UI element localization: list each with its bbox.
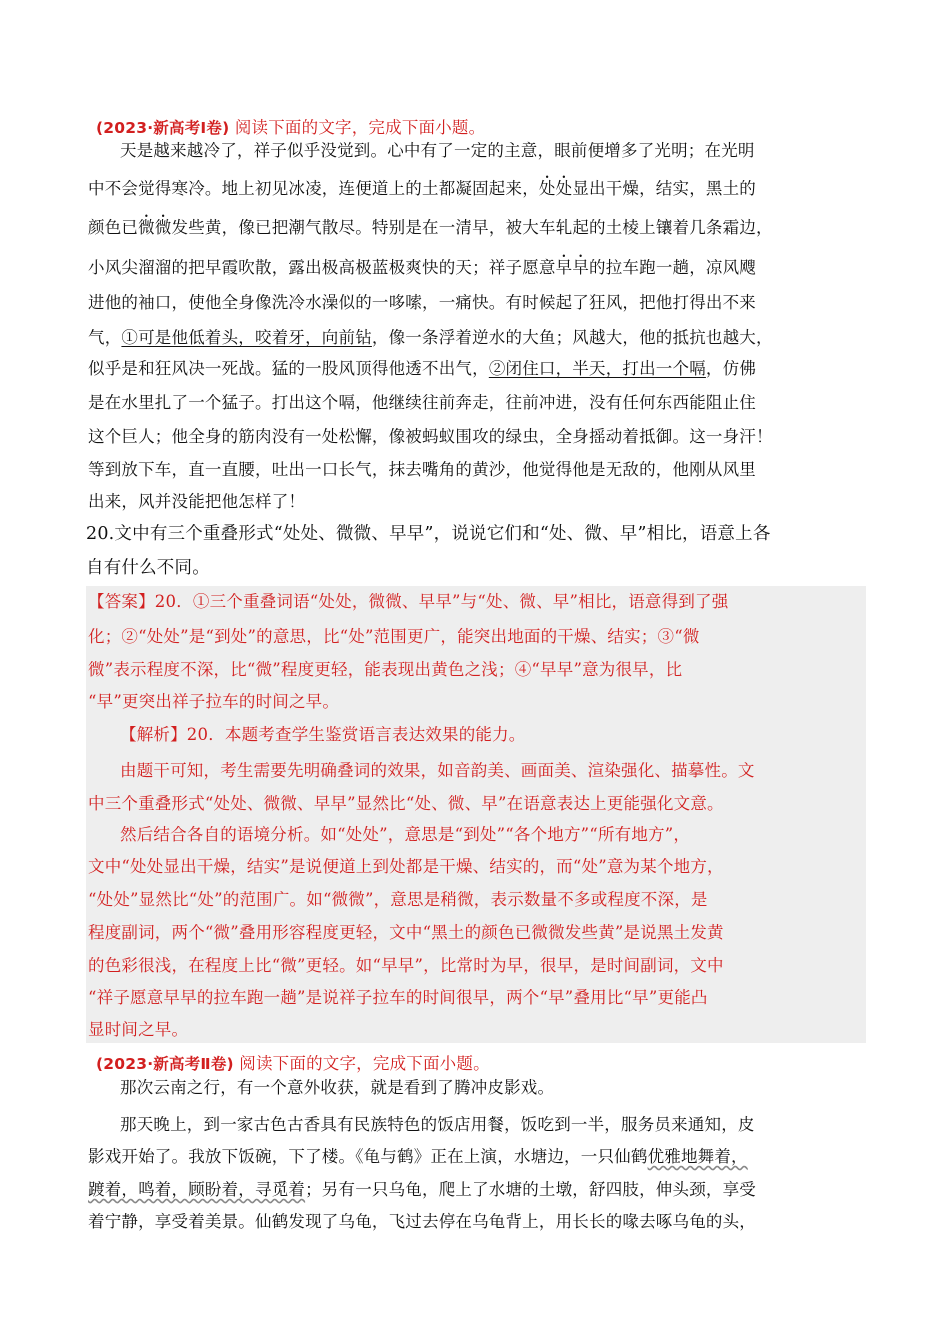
text-span: 显出干燥，结实，黑土的 bbox=[572, 179, 757, 198]
analysis-line-4: 然后结合各自的语境分析。如“处处”，意思是“到处”“各个地方”“所有地方”， bbox=[120, 825, 691, 844]
text-span: 似乎是和狂风决一死战。猛的一股风顶得他透不出气， bbox=[88, 359, 489, 378]
wavy-underlined-phrase: 踱着，鸣着，顾盼着，寻觅着 bbox=[88, 1180, 306, 1199]
passage1-line-1: 天是越来越冷了，祥子似乎没觉到。心中有了一定的主意，眼前便增多了光明；在光明 bbox=[120, 141, 755, 160]
answer-line-1: 【答案】20．①三个重叠词语“处处，微微、早早”与“处、微、早”相比，语意得到了强 bbox=[88, 592, 729, 611]
passage1-line-10: 等到放下车，直一直腰，吐出一口长气，抹去嘴角的黄沙，他觉得他是无敌的，他刚从风里 bbox=[88, 460, 756, 479]
answer-line-3: 微”表示程度不深，比“微”程度更轻，能表现出黄色之浅；④“早早”意为很早，比 bbox=[88, 660, 683, 679]
passage1-line-4 bbox=[88, 257, 756, 279]
passage2-instruction: 阅读下面的文字，完成下面小题。 bbox=[239, 1054, 490, 1073]
analysis-line-7: 程度副词，两个“微”叠用形容程度更轻，文中“黑土的颜色已微微发些黄”是说黑土发黄 bbox=[88, 923, 724, 942]
analysis-line-6: “处处”显然比“处”的范围广。如“微微”，意思是稍微，表示数量不多或程度不深，是 bbox=[88, 890, 708, 909]
passage1-source: (2023·新高考Ⅰ卷) bbox=[96, 119, 230, 137]
analysis-line-9: “祥子愿意早早的拉车跑一趟”是说祥子拉车的时间很早，两个“早”叠用比“早”更能凸 bbox=[88, 988, 708, 1007]
answer-line-4: “早”更突出祥子拉车的时间之早。 bbox=[88, 692, 340, 711]
answer-line-2: 化；②“处处”是“到处”的意思，比“处”范围更广，能突出地面的干燥、结实；③“微 bbox=[88, 627, 700, 646]
wavy-underlined-phrase: 优雅地舞着， bbox=[647, 1147, 748, 1166]
text-span: 影戏开始了。我放下饭碗，下了楼。《龟与鹤》正在上演，水塘边，一只仙鹤 bbox=[88, 1147, 648, 1166]
analysis-line-1: 【解析】20．本题考查学生鉴赏语言表达效果的能力。 bbox=[120, 725, 526, 744]
passage2-source: (2023·新高考Ⅱ卷) bbox=[96, 1055, 234, 1073]
passage1-line-3 bbox=[88, 217, 773, 239]
text-span: 颜色已 bbox=[88, 218, 139, 237]
text-span: 中不会觉得寒冷。地上初见冰凌，连便道上的土都凝固起来， bbox=[88, 179, 539, 198]
text-span: ，仿佛 bbox=[705, 359, 757, 378]
analysis-line-10: 显时间之早。 bbox=[88, 1020, 189, 1039]
passage1-line-5: 进他的袖口，使他全身像洗冷水澡似的一哆嗦，一痛快。有时候起了狂风，把他打得出不来 bbox=[88, 293, 756, 312]
text-span: 小风尖溜溜的把早霞吹散，露出极高极蓝极爽快的天；祥子愿意 bbox=[88, 258, 556, 277]
analysis-line-8: 的色彩很浅，在程度上比“微”更轻。如“早早”，比常时为早，很早，是时间副词，文中 bbox=[88, 956, 724, 975]
emphasis-char: 早 bbox=[572, 258, 590, 277]
analysis-line-2: 由题干可知，考生需要先明确叠词的效果，如音韵美、画面美、渲染强化、描摹性。文 bbox=[120, 761, 755, 780]
passage1-header bbox=[96, 117, 485, 139]
underlined-sentence-1: ①可是他低着头，咬着牙，向前钻 bbox=[121, 328, 372, 347]
emphasis-char: 处 bbox=[538, 179, 556, 198]
text-span: ，像一条浮着逆水的大鱼；风越大，他的抵抗也越大， bbox=[371, 328, 773, 347]
text-span: ；另有一只乌龟，爬上了水塘的土墩，舒四肢，伸头颈，享受 bbox=[305, 1180, 757, 1199]
passage2-line-1: 那次云南之行，有一个意外收获，就是看到了腾冲皮影戏。 bbox=[120, 1078, 555, 1097]
text-span: 的拉车跑一趟，凉风飕 bbox=[589, 258, 757, 277]
emphasis-char: 处 bbox=[555, 179, 573, 198]
passage2-header bbox=[96, 1053, 490, 1075]
emphasis-char: 早 bbox=[555, 258, 573, 277]
passage1-line-9: 这个巨人；他全身的筋肉没有一处松懈，像被蚂蚁围攻的绿虫，全身摇动着抵御。这一身汗！ bbox=[88, 427, 773, 446]
passage2-line-4 bbox=[88, 1179, 756, 1201]
passage1-line-2 bbox=[88, 178, 756, 200]
passage1-line-7 bbox=[88, 358, 756, 380]
question-line-2: 自有什么不同。 bbox=[86, 558, 210, 578]
analysis-line-3: 中三个重叠形式“处处、微微、早早”显然比“处、微、早”在语意表达上更能强化文意。 bbox=[88, 794, 724, 813]
emphasis-char: 微 bbox=[138, 218, 155, 237]
passage2-line-2: 那天晚上，到一家古色古香具有民族特色的饭店用餐，饭吃到一半，服务员来通知，皮 bbox=[120, 1115, 755, 1134]
emphasis-char: 微 bbox=[154, 218, 172, 237]
passage2-line-5: 着宁静，享受着美景。仙鹤发现了乌龟，飞过去停在乌龟背上，用长长的喙去啄乌龟的头， bbox=[88, 1212, 756, 1231]
passage1-line-6 bbox=[88, 327, 773, 349]
passage1-instruction: 阅读下面的文字，完成下面小题。 bbox=[234, 118, 486, 137]
analysis-line-5: 文中“处处显出干燥，结实”是说便道上到处都是干燥、结实的，而“处”意为某个地方， bbox=[88, 857, 724, 876]
text-span: 发些黄，像已把潮气散尽。特别是在一清早，被大车轧起的土棱上镶着几条霜边， bbox=[171, 218, 773, 237]
underlined-sentence-2: ②闭住口，半天，打出一个嗝 bbox=[488, 359, 706, 378]
passage2-line-3 bbox=[88, 1146, 748, 1168]
passage1-line-8: 是在水里扎了一个猛子。打出这个嗝，他继续往前奔走，往前冲进，没有任何东西能阻止住 bbox=[88, 393, 756, 412]
passage1-line-11: 出来，风并没能把他怎样了！ bbox=[88, 492, 306, 511]
question-line-1: 20.文中有三个重叠形式“处处、微微、早早”，说说它们和“处、微、早”相比，语意上各 bbox=[86, 524, 771, 544]
text-span: 气， bbox=[88, 328, 122, 347]
